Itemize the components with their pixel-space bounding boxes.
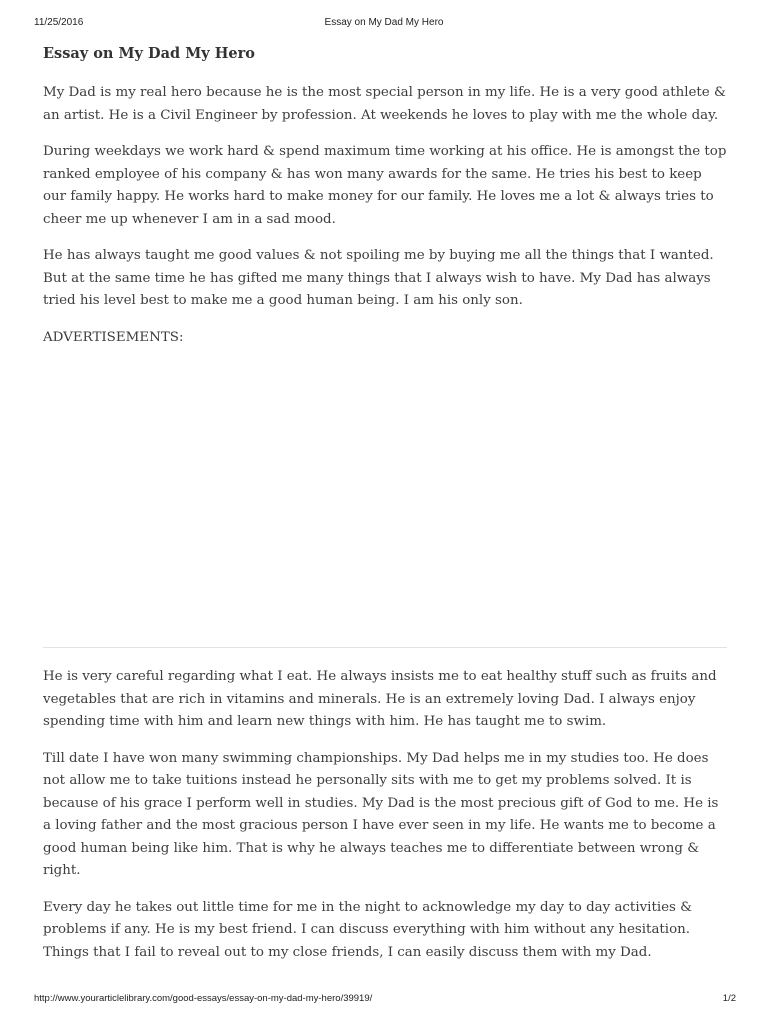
paragraph-3: He has always taught me good values & not spoiling me by buying me all the things that I wanted. But at the same time he has gifted me many things that I always wish to have. My Dad has always tried his level best to make me a good human being. I am his only son.: [43, 248, 714, 308]
paragraph-1: My Dad is my real hero because he is the most special person in my life. He is a very good athlete & an artist. He is a Civil Engineer by profession. At weekends he loves to play with me the whole day.: [43, 85, 726, 123]
print-title: Essay on My Dad My Hero: [324, 17, 444, 28]
paragraph-6: Every day he takes out little time for me in the night to acknowledge my day to day activities & problems if any. He is my best friend. I can discuss everything with him without any hesitation. Things that I fail to reveal out to my close friends, I can easily discuss them with my Dad.: [43, 899, 693, 960]
print-footer: [0, 993, 768, 1007]
advertisements-label: ADVERTISEMENTS:: [43, 329, 184, 345]
print-date: 11/25/2016: [34, 17, 84, 28]
ad-space: [43, 349, 727, 648]
paragraph-2: During weekdays we work hard & spend maximum time working at his office. He is amongst the top ranked employee of his company & has won many awards for the same. He tries his best to keep our family happy. He works hard to make money for our family. He loves me a lot & always tries to cheer me up whenever I am in a sad mood.: [43, 144, 727, 227]
paragraph-4: He is very careful regarding what I eat. He always insists me to eat healthy stuff such as fruits and vegetables that are rich in vitamins and minerals. He is an extremely loving Dad. I always enjoy spending time with him and learn new things with him. He has taught me to swim.: [43, 669, 717, 729]
print-header: [0, 17, 768, 31]
paragraph-5: Till date I have won many swimming championships. My Dad helps me in my studies too. He does not allow me to take tuitions instead he personally sits with me to get my problems solved. It is because of his grace I perform well in studies. My Dad is the most precious gift of God to me. He is a loving father and the most gracious person I have ever seen in my life. He wants me to become a good human being like him. That is why he always teaches me to differentiate between wrong & right.: [43, 750, 719, 878]
page-number: 1/2: [722, 993, 736, 1004]
article-content: [43, 42, 727, 978]
page-url: http://www.yourarticlelibrary.com/good-essays/essay-on-my-dad-my-hero/39919/: [34, 993, 373, 1004]
article-title: Essay on My Dad My Hero: [43, 45, 255, 62]
